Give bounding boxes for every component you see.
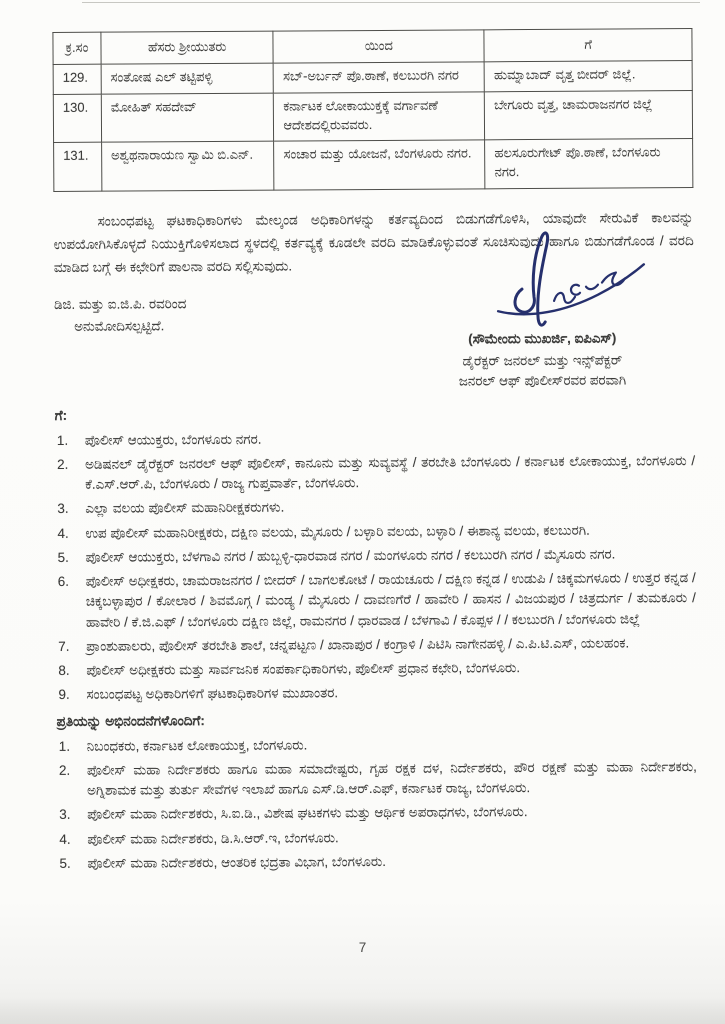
cell-from: ಕರ್ನಾಟಕ ಲೋಕಾಯುಕ್ತಕ್ಕೆ ವರ್ಗಾವಣೆ ಆದೇಶದಲ್ಲಿರುವವರು. xyxy=(274,92,485,142)
table-row xyxy=(53,90,692,143)
body-paragraph: ಸಂಬಂಧಪಟ್ಟ ಘಟಕಾಧಿಕಾರಿಗಳು ಮೇಲ್ಕಂಡ ಅಧಿಕಾರಿಗಳನ್ನು ಕರ್ತವ್ಯದಿಂದ ಬಿಡುಗಡೆಗೊಳಿಸಿ, ಯಾವುದೇ ಸೇರುವಿಕೆ ಕಾಲವನ್ನು ಉಪಯೋಗಿಸಿಕೊಳ್ಳದೆ ನಿಯುಕ್ತಿಗೊಳಿಸಲಾದ ಸ್ಥಳದಲ್ಲಿ ಕರ್ತವ್ಯಕ್ಕೆ ಕೂಡಲೇ ವರದಿ ಮಾಡಿಕೊಳ್ಳುವಂತೆ ಸೂಚಿಸುವುದು ಹಾಗೂ ಬಿಡುಗಡೆಗೊಂಡ / ವರದಿ ಮಾಡಿದ ಬಗ್ಗೆ ಈ ಕಛೇರಿಗೆ ಪಾಲನಾ ವರದಿ ಸಲ್ಲಿಸುವುದು. xyxy=(53,210,694,275)
approval-line-1: ಡಿಜಿ. ಮತ್ತು ಐ.ಜಿ.ಪಿ. ರವರಿಂದ xyxy=(54,295,187,312)
signatory-name: (ಸೌಮೇಂದು ಮುಖರ್ಜಿ, ಐಪಿಎಸ್) xyxy=(468,330,617,346)
copy-list-item: ಪೊಲೀಸ್ ಮಹಾ ನಿರ್ದೇಶಕರು, ಸಿ.ಐ.ಡಿ., ವಿಶೇಷ ಘಟಕಗಳು ಮತ್ತು ಆರ್ಥಿಕ ಅಪರಾಧಗಳು, ಬೆಂಗಳೂರು. xyxy=(87,804,528,823)
to-list-item: ಉಪ ಪೊಲೀಸ್ ಮಹಾನಿರೀಕ್ಷಕರು, ದಕ್ಷಿಣ ವಲಯ, ಮೈಸೂರು / ಬಳ್ಳಾರಿ ವಲಯ, ಬಳ್ಳಾರಿ / ಈಶಾನ್ಯ ವಲಯ, ಕಲಬುರಗಿ. xyxy=(85,522,590,541)
signatory-block xyxy=(392,328,692,392)
cell-from: ಸಂಚಾರ ಮತ್ತು ಯೋಜನೆ, ಬೆಂಗಳೂರು ನಗರ. xyxy=(274,140,485,190)
copy-list-item: ಪೊಲೀಸ್ ಮಹಾ ನಿರ್ದೇಶಕರು, ಆಂತರಿಕ ಭದ್ರತಾ ವಿಭಾಗ, ಬೆಂಗಳೂರು. xyxy=(87,853,387,871)
copy-section-heading: ಪ್ರತಿಯನ್ನು ಅಭಿನಂದನೆಗಳೊಂದಿಗೆ: xyxy=(56,712,205,729)
to-section-heading: ಗೆ: xyxy=(54,407,68,423)
copy-list-item: ನಿಬಂಧಕರು, ಕರ್ನಾಟಕ ಲೋಕಾಯುಕ್ತ, ಬೆಂಗಳೂರು. xyxy=(86,736,308,754)
cell-serial: 131. xyxy=(54,143,102,192)
col-header-serial: ಕ್ರ.ಸಂ xyxy=(53,32,101,64)
to-list-item: ಎಲ್ಲಾ ವಲಯ ಪೊಲೀಸ್ ಮಹಾನಿರೀಕ್ಷಕರುಗಳು. xyxy=(85,499,285,517)
copy-list-item: ಪೊಲೀಸ್ ಮಹಾ ನಿರ್ದೇಶಕರು ಹಾಗೂ ಮಹಾ ಸಮಾದೇಷ್ಟರು, ಗೃಹ ರಕ್ಷಕ ದಳ, ನಿರ್ದೇಶಕರು, ಪೌರ ರಕ್ಷಣೆ ಮತ್ತು ಮಹಾ ನಿರ್ದೇಶಕರು, ಅಗ್ನಿಶಾಮಕ ಮತ್ತು ತುರ್ತು ಸೇವೆಗಳ ಇಲಾಖೆ ಹಾಗೂ ಎಸ್.ಡಿ.ಆರ್.ಎಫ್, ಕರ್ನಾಟಕ ರಾಜ್ಯ, ಬೆಂಗಳೂರು. xyxy=(86,758,697,798)
table-header-row xyxy=(53,29,692,65)
to-list-item: ಅಡಿಷನಲ್ ಡೈರೆಕ್ಟರ್ ಜನರಲ್ ಆಫ್ ಪೊಲೀಸ್, ಕಾನೂನು ಮತ್ತು ಸುವ್ಯವಸ್ಥೆ / ತರಬೇತಿ ಬೆಂಗಳೂರು / ಕರ್ನಾಟಕ ಲೋಕಾಯುಕ್ತ, ಬೆಂಗಳೂರು / ಕೆ.ಎಸ್.ಆರ್.ಪಿ, ಬೆಂಗಳೂರು / ರಾಜ್ಯ ಗುಪ್ತವಾರ್ತೆ, ಬೆಂಗಳೂರು. xyxy=(85,452,696,492)
table-row xyxy=(53,60,692,94)
document-content xyxy=(52,28,697,882)
cell-to: ಹಲಸೂರುಗೇಟ್ ಪೊ.ಠಾಣೆ, ಬೆಂಗಳೂರು ನಗರ. xyxy=(485,139,693,189)
to-list-item: ಪೊಲೀಸ್ ಆಯುಕ್ತರು, ಬೆಂಗಳೂರು ನಗರ. xyxy=(84,431,262,448)
scan-artifact-line xyxy=(82,2,700,3)
cell-serial: 129. xyxy=(53,64,101,94)
to-list-item: ಪೊಲೀಸ್ ಅಧೀಕ್ಷಕರು, ಚಾಮರಾಜನಗರ / ಬೀದರ್ / ಬಾಗಲಕೋಟೆ / ರಾಯಚೂರು / ದಕ್ಷಿಣ ಕನ್ನಡ / ಉಡುಪಿ / ಚಿಕ್ಕಮಗಳೂರು / ಉತ್ತರ ಕನ್ನಡ / ಚಿಕ್ಕಬಳ್ಳಾಪುರ / ಕೋಲಾರ / ಶಿವಮೊಗ್ಗ / ಮಂಡ್ಯ / ಮೈಸೂರು / ದಾವಣಗೆರೆ / ಹಾವೇರಿ / ಹಾಸನ / ವಿಜಯಪುರ / ಚಿತ್ರದುರ್ಗ / ತುಮಕೂರು / ಹಾವೇರಿ / ಕೆ.ಜಿ.ಎಫ್ / ಬೆಂಗಳೂರು ದಕ್ಷಿಣ ಜಿಲ್ಲೆ, ರಾಮನಗರ / ಧಾರವಾಡ / ಬೆಳಗಾವಿ / ಕೊಪ್ಪಳ / / ಕಲಬುರಗಿ / ಬೆಂಗಳೂರು ಜಿಲ್ಲೆ xyxy=(85,570,696,630)
to-list-item: ಪೊಲೀಸ್ ಅಧೀಕ್ಷಕರು ಮತ್ತು ಸಾರ್ವಜನಿಕ ಸಂಪರ್ಕಾಧಿಕಾರಿಗಳು, ಪೊಲೀಸ್ ಪ್ರಧಾನ ಕಛೇರಿ, ಬೆಂಗಳೂರು. xyxy=(86,660,521,678)
col-header-name: ಹೆಸರು ಶ್ರೀಯುತರು xyxy=(101,31,274,64)
col-header-from: ಯಿಂದ xyxy=(273,30,484,63)
to-list-item: ಸಂಬಂಧಪಟ್ಟ ಅಧಿಕಾರಿಗಳಿಗೆ ಘಟಕಾಧಿಕಾರಿಗಳ ಮುಖಾಂತರ. xyxy=(86,685,339,703)
cell-from: ಸಬ್-ಅರ್ಬನ್ ಪೊ.ಠಾಣೆ, ಕಲಬುರಗಿ ನಗರ xyxy=(274,62,485,93)
cell-to: ಬೇಗೂರು ವೃತ್ತ, ಚಾಮರಾಜನಗರ ಜಿಲ್ಲೆ xyxy=(485,90,693,140)
cell-to: ಹುಮ್ನಾಬಾದ್ ವೃತ್ತ ಬೀದರ್ ಜಿಲ್ಲೆ. xyxy=(484,60,692,91)
col-header-to: ಗೆ xyxy=(484,29,692,62)
signature-image xyxy=(470,226,661,337)
to-list xyxy=(55,427,697,706)
scan-shadow xyxy=(0,998,725,1024)
copy-list xyxy=(57,733,698,874)
signatory-title-line-1: ಡೈರೆಕ್ಟರ್ ಜನರಲ್ ಮತ್ತು ಇನ್ಸ್‌ಪೆಕ್ಟರ್ xyxy=(462,352,623,369)
approval-note xyxy=(54,293,187,338)
approval-line-2: ಅನುಮೋದಿಸಲ್ಪಟ್ಟಿದೆ. xyxy=(74,317,165,334)
cell-name: ಸಂತೋಷ ಎಲ್ ತಟ್ಟಿಪಳ್ಳಿ xyxy=(101,63,274,94)
copy-list-item: ಪೊಲೀಸ್ ಮಹಾ ನಿರ್ದೇಶಕರು, ಡಿ.ಸಿ.ಆರ್.ಇ, ಬೆಂಗಳೂರು. xyxy=(87,829,339,847)
cell-name: ಮೋಹಿತ್ ಸಹದೇವ್ xyxy=(101,93,274,143)
cell-serial: 130. xyxy=(53,94,101,143)
signature-area xyxy=(54,282,695,406)
signatory-title-line-2: ಜನರಲ್ ಆಫ್ ಪೊಲೀಸ್‌ರವರ ಪರವಾಗಿ xyxy=(458,372,627,389)
cell-name: ಅಶ್ವಥನಾರಾಯಣ ಸ್ವಾಮಿ ಬಿ.ಎನ್. xyxy=(102,141,275,191)
table-row xyxy=(54,139,693,192)
to-list-item: ಪ್ರಾಂಶುಪಾಲರು, ಪೊಲೀಸ್ ತರಬೇತಿ ಶಾಲೆ, ಚನ್ನಪಟ್ಟಣ / ಖಾನಾಪುರ / ಕಂಗ್ರಾಳಿ / ಪಿಟಿಸಿ ನಾಗೇನಹಳ್ಳಿ / ಎ.ಪಿ.ಟಿ.ಎಸ್, ಯಲಹಂಕ. xyxy=(86,635,630,654)
transfer-table xyxy=(52,28,693,192)
page-number: 7 xyxy=(358,940,367,955)
to-list-item: ಪೊಲೀಸ್ ಆಯುಕ್ತರು, ಬೆಳಗಾವಿ ನಗರ / ಹುಬ್ಬಳ್ಳಿ-ಧಾರವಾಡ ನಗರ / ಮಂಗಳೂರು ನಗರ / ಕಲಬುರಗಿ ನಗರ / ಮೈಸೂರು ನಗರ. xyxy=(85,546,616,565)
